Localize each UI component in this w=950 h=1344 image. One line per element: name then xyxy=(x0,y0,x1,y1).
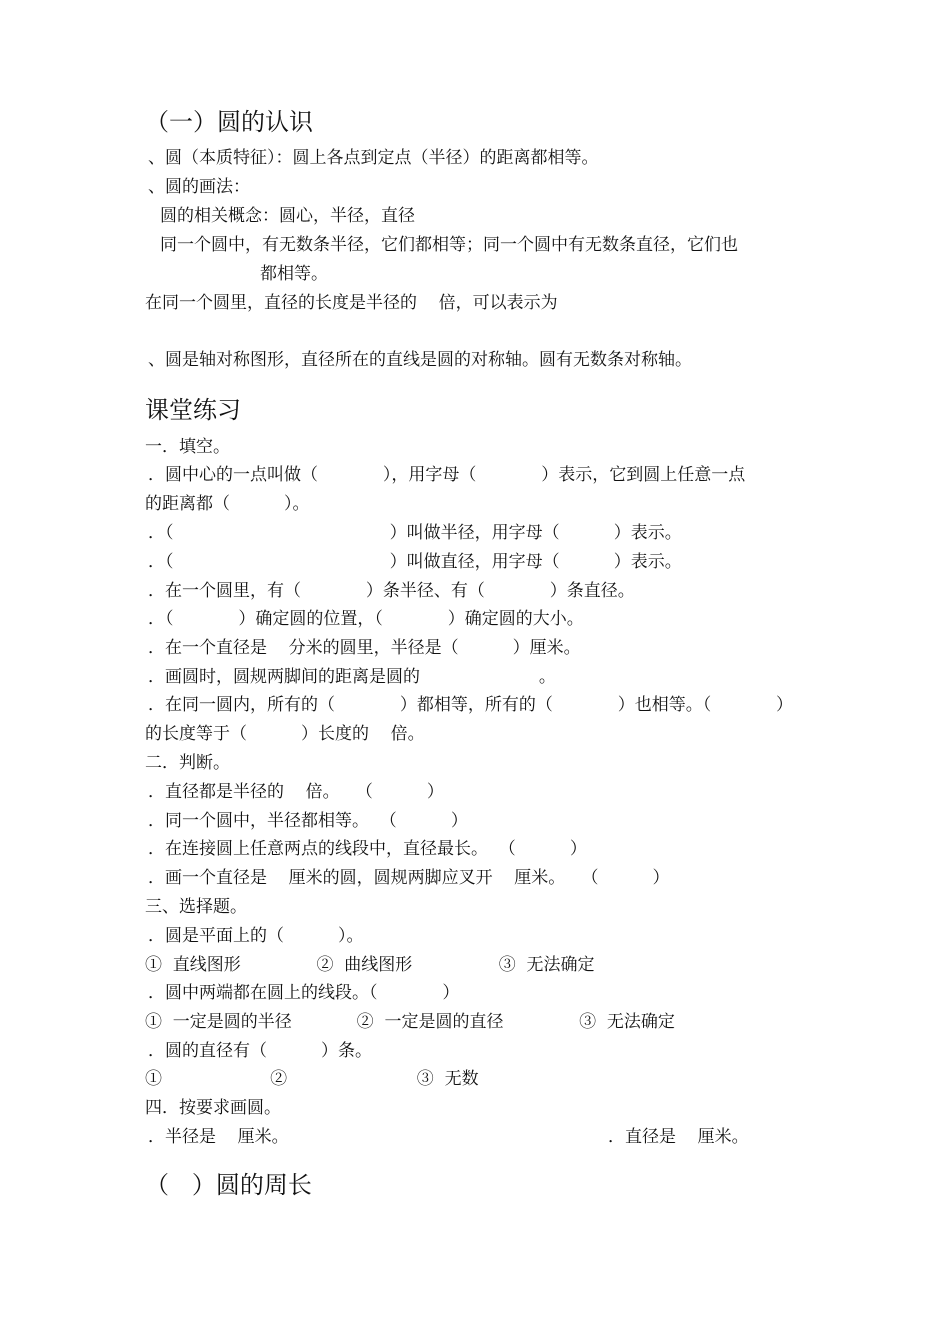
part2-heading: 二．判断。 xyxy=(145,753,230,773)
judge-line-2: ．同一个圆中，半径都相等。 （ ） xyxy=(148,811,468,831)
choice-line-5: ．圆的直径有（ ）条。 xyxy=(148,1041,373,1061)
section2-title: （ ）圆的周长 xyxy=(145,1171,312,1199)
choice-line-3: ．圆中两端都在圆上的线段。（ ） xyxy=(148,983,460,1003)
part1-heading: 一．填空。 xyxy=(145,437,230,457)
choice-line-2: ① 直线图形 ② 曲线图形 ③ 无法确定 xyxy=(145,955,595,975)
judge-line-1: ．直径都是半径的 倍。 （ ） xyxy=(148,782,444,802)
fact-line-1: 、圆（本质特征）：圆上各点到定点（半径）的距离都相等。 xyxy=(148,148,599,168)
fill-line-5: ．在一个圆里，有（ ）条半径、有（ ）条直径。 xyxy=(148,581,635,601)
fill-line-10: 的长度等于（ ）长度的 倍。 xyxy=(145,724,425,744)
choice-line-1: ．圆是平面上的（ ）。 xyxy=(148,926,364,946)
practice-title: 课堂练习 xyxy=(145,396,241,424)
choice-line-4: ① 一定是圆的半径 ② 一定是圆的直径 ③ 无法确定 xyxy=(145,1012,675,1032)
judge-line-3: ．在连接圆上任意两点的线段中，直径最长。 （ ） xyxy=(148,839,587,859)
fact-line-6: 在同一个圆里，直径的长度是半径的 倍，可以表示为 xyxy=(145,293,558,313)
draw-task-right: ．直径是 厘米。 xyxy=(608,1127,749,1147)
fact-line-4: 同一个圆中，有无数条半径，它们都相等；同一个圆中有无数条直径，它们也 xyxy=(160,235,738,255)
choice-line-6: ① ② ③ 无数 xyxy=(145,1069,479,1089)
fill-line-8: ．画圆时，圆规两脚间的距离是圆的 。 xyxy=(148,667,556,687)
part3-heading: 三、选择题。 xyxy=(145,897,247,917)
fill-line-2: 的距离都（ ）。 xyxy=(145,494,310,514)
judge-line-4: ．画一个直径是 厘米的圆，圆规两脚应叉开 厘米。 （ ） xyxy=(148,868,670,888)
part4-heading: 四．按要求画圆。 xyxy=(145,1098,281,1118)
draw-task-left: ．半径是 厘米。 xyxy=(148,1127,289,1147)
fact-line-2: 、圆的画法： xyxy=(148,177,250,197)
fill-line-9: ．在同一圆内，所有的（ ）都相等，所有的（ ）也相等。（ ） xyxy=(148,695,794,715)
fill-line-4: ．（ ）叫做直径，用字母（ ）表示。 xyxy=(148,552,682,572)
fact-line-5: 都相等。 xyxy=(260,264,328,284)
fact-line-7: 、圆是轴对称图形，直径所在的直线是圆的对称轴。圆有无数条对称轴。 xyxy=(148,350,692,370)
fill-line-6: ．（ ）确定圆的位置，（ ）确定圆的大小。 xyxy=(148,609,584,629)
section1-title: （一）圆的认识 xyxy=(145,108,313,136)
fill-line-3: ．（ ）叫做半径，用字母（ ）表示。 xyxy=(148,523,682,543)
fill-line-7: ．在一个直径是 分米的圆里，半径是（ ）厘米。 xyxy=(148,638,581,658)
fill-line-1: ．圆中心的一点叫做（ ），用字母（ ）表示，它到圆上任意一点 xyxy=(148,465,746,485)
fact-line-3: 圆的相关概念：圆心，半径，直径 xyxy=(160,206,415,226)
